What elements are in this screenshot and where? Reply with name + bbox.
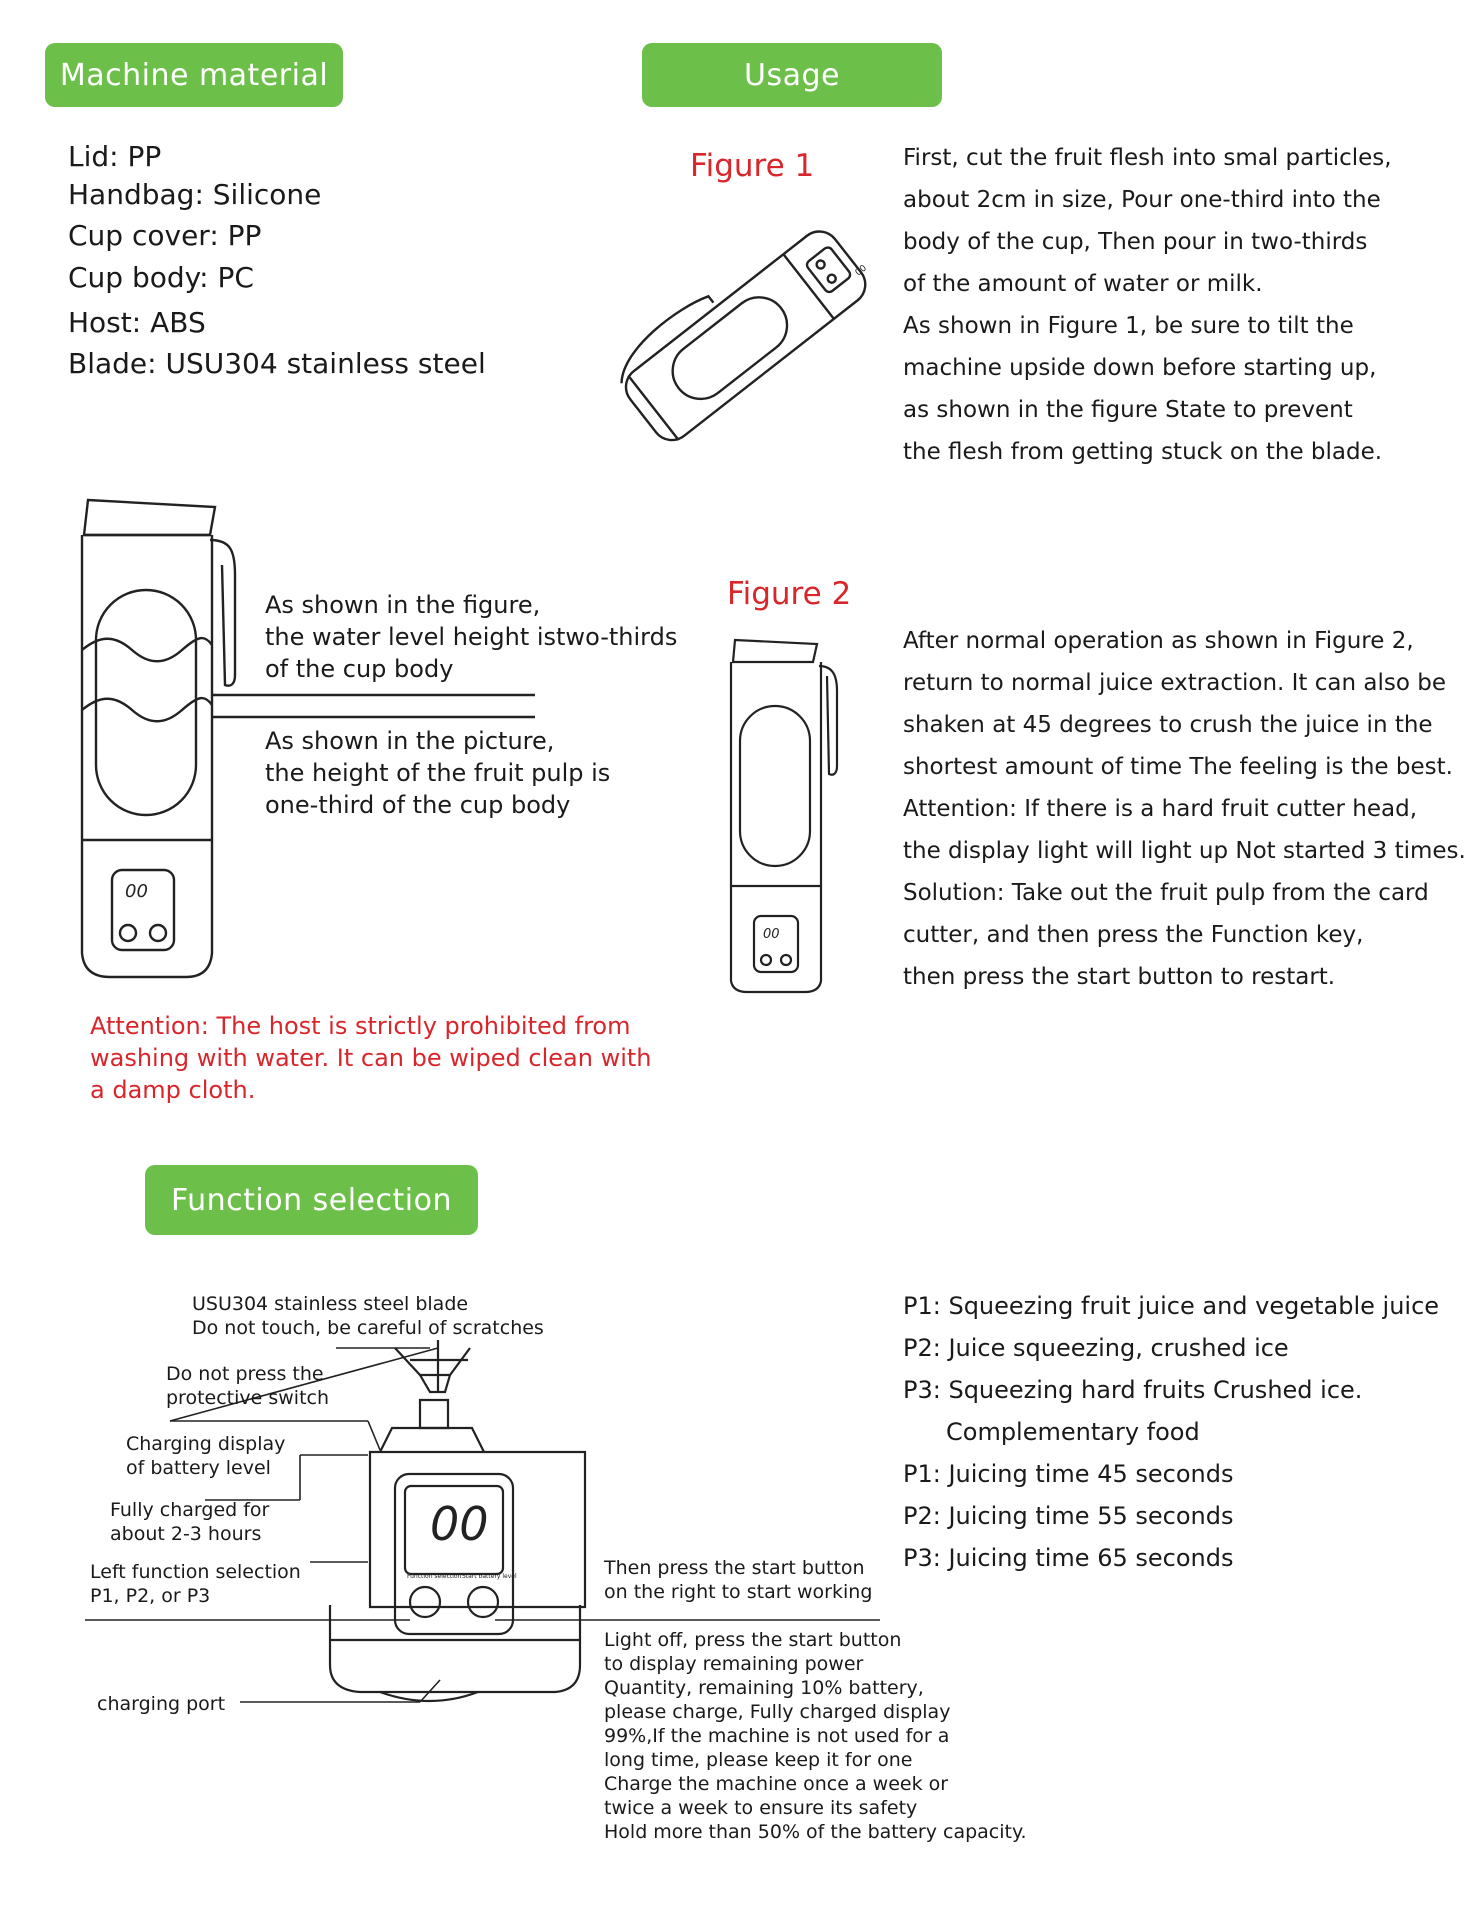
mode-item: P2: Juicing time 55 seconds	[903, 1502, 1234, 1530]
text-line: of the amount of water or milk.	[903, 271, 1263, 297]
figure-2-upright-blender	[725, 636, 855, 996]
material-item: Cup cover: PP	[68, 219, 262, 252]
text-line: the water level height istwo-thirds	[265, 623, 678, 651]
text-line: of the cup body	[265, 655, 454, 683]
text-line: Solution: Take out the fruit pulp from the card	[903, 880, 1429, 906]
figure-1-tilted-blender	[600, 210, 890, 460]
text-line: twice a week to ensure its safety	[604, 1797, 918, 1819]
figure-2-display-digits: 00	[763, 927, 780, 942]
material-item: Cup body: PC	[68, 261, 254, 294]
text-line: please charge, Fully charged display	[604, 1701, 951, 1723]
text-line: long time, please keep it for one	[604, 1749, 913, 1771]
text-line: of battery level	[126, 1457, 271, 1479]
text-line: machine upside down before starting up,	[903, 355, 1377, 381]
figure-1-label: Figure 1	[690, 148, 815, 184]
mode-item: P3: Juicing time 65 seconds	[903, 1544, 1234, 1572]
mode-item: P2: Juice squeezing, crushed ice	[903, 1334, 1289, 1362]
text-line: return to normal juice extraction. It can also be	[903, 670, 1446, 696]
text-line: Then press the start button	[604, 1557, 865, 1579]
text-line: the flesh from getting stuck on the blade.	[903, 439, 1383, 465]
mode-item: P3: Squeezing hard fruits Crushed ice.	[903, 1376, 1363, 1404]
mode-item: P1: Squeezing fruit juice and vegetable juice	[903, 1292, 1440, 1320]
text-line: Do not touch, be careful of scratches	[192, 1317, 544, 1339]
text-line: as shown in the figure State to prevent	[903, 397, 1353, 423]
cup-display-digits: 00	[125, 881, 148, 902]
machine-material-heading: Machine material	[45, 43, 343, 107]
text-line: USU304 stainless steel blade	[192, 1293, 469, 1315]
function-selection-heading: Function selection	[145, 1165, 478, 1235]
text-line: the display light will light up Not started 3 times.	[903, 838, 1466, 864]
material-item: Blade: USU304 stainless steel	[68, 347, 486, 380]
base-display-digits: 00	[430, 1497, 489, 1551]
text-line: Charging display	[126, 1433, 286, 1455]
text-line: After normal operation as shown in Figure 2,	[903, 628, 1414, 654]
text-line: As shown in the picture,	[265, 727, 555, 755]
text-line: 99%,If the machine is not used for a	[604, 1725, 950, 1747]
text-line: cutter, and then press the Function key,	[903, 922, 1364, 948]
text-line: washing with water. It can be wiped clean with	[90, 1044, 652, 1072]
text-line: the height of the fruit pulp is	[265, 759, 611, 787]
text-line: Fully charged for	[110, 1499, 270, 1521]
text-line: about 2-3 hours	[110, 1523, 262, 1545]
text-line: about 2cm in size, Pour one-third into the	[903, 187, 1381, 213]
text-line: First, cut the fruit flesh into smal particles,	[903, 145, 1392, 171]
text-line: shortest amount of time The feeling is the best.	[903, 754, 1453, 780]
text-line: on the right to start working	[604, 1581, 873, 1603]
text-line: a damp cloth.	[90, 1076, 256, 1104]
text-line: body of the cup, Then pour in two-thirds	[903, 229, 1368, 255]
text-line: one-third of the cup body	[265, 791, 571, 819]
figure-1-display-digits: 00	[853, 263, 869, 279]
mode-item: P1: Juicing time 45 seconds	[903, 1460, 1234, 1488]
material-item: Handbag: Silicone	[68, 178, 322, 211]
charging-port-callout: charging port	[97, 1693, 226, 1715]
panel-left-label: Function selection	[407, 1573, 462, 1580]
text-line: to display remaining power	[604, 1653, 864, 1675]
text-line: Light off, press the start button	[604, 1629, 902, 1651]
text-line: Hold more than 50% of the battery capacity.	[604, 1821, 1027, 1843]
mode-item: Complementary food	[946, 1418, 1200, 1446]
text-line: Charge the machine once a week or	[604, 1773, 949, 1795]
usage-heading: Usage	[642, 43, 942, 107]
text-line: then press the start button to restart.	[903, 964, 1336, 990]
text-line: protective switch	[166, 1387, 330, 1409]
text-line: P1, P2, or P3	[90, 1585, 211, 1607]
text-line: As shown in Figure 1, be sure to tilt the	[903, 313, 1354, 339]
text-line: Attention: If there is a hard fruit cutter head,	[903, 796, 1418, 822]
text-line: Attention: The host is strictly prohibited from	[90, 1012, 631, 1040]
text-line: Quantity, remaining 10% battery,	[604, 1677, 924, 1699]
text-line: Left function selection	[90, 1561, 301, 1583]
text-line: shaken at 45 degrees to crush the juice in the	[903, 712, 1433, 738]
material-item: Host: ABS	[68, 306, 206, 339]
text-line: Do not press the	[166, 1363, 324, 1385]
material-item: Lid: PP	[68, 140, 162, 173]
panel-right-label: Start battery level	[462, 1573, 517, 1580]
figure-2-label: Figure 2	[727, 576, 852, 612]
text-line: As shown in the figure,	[265, 591, 541, 619]
